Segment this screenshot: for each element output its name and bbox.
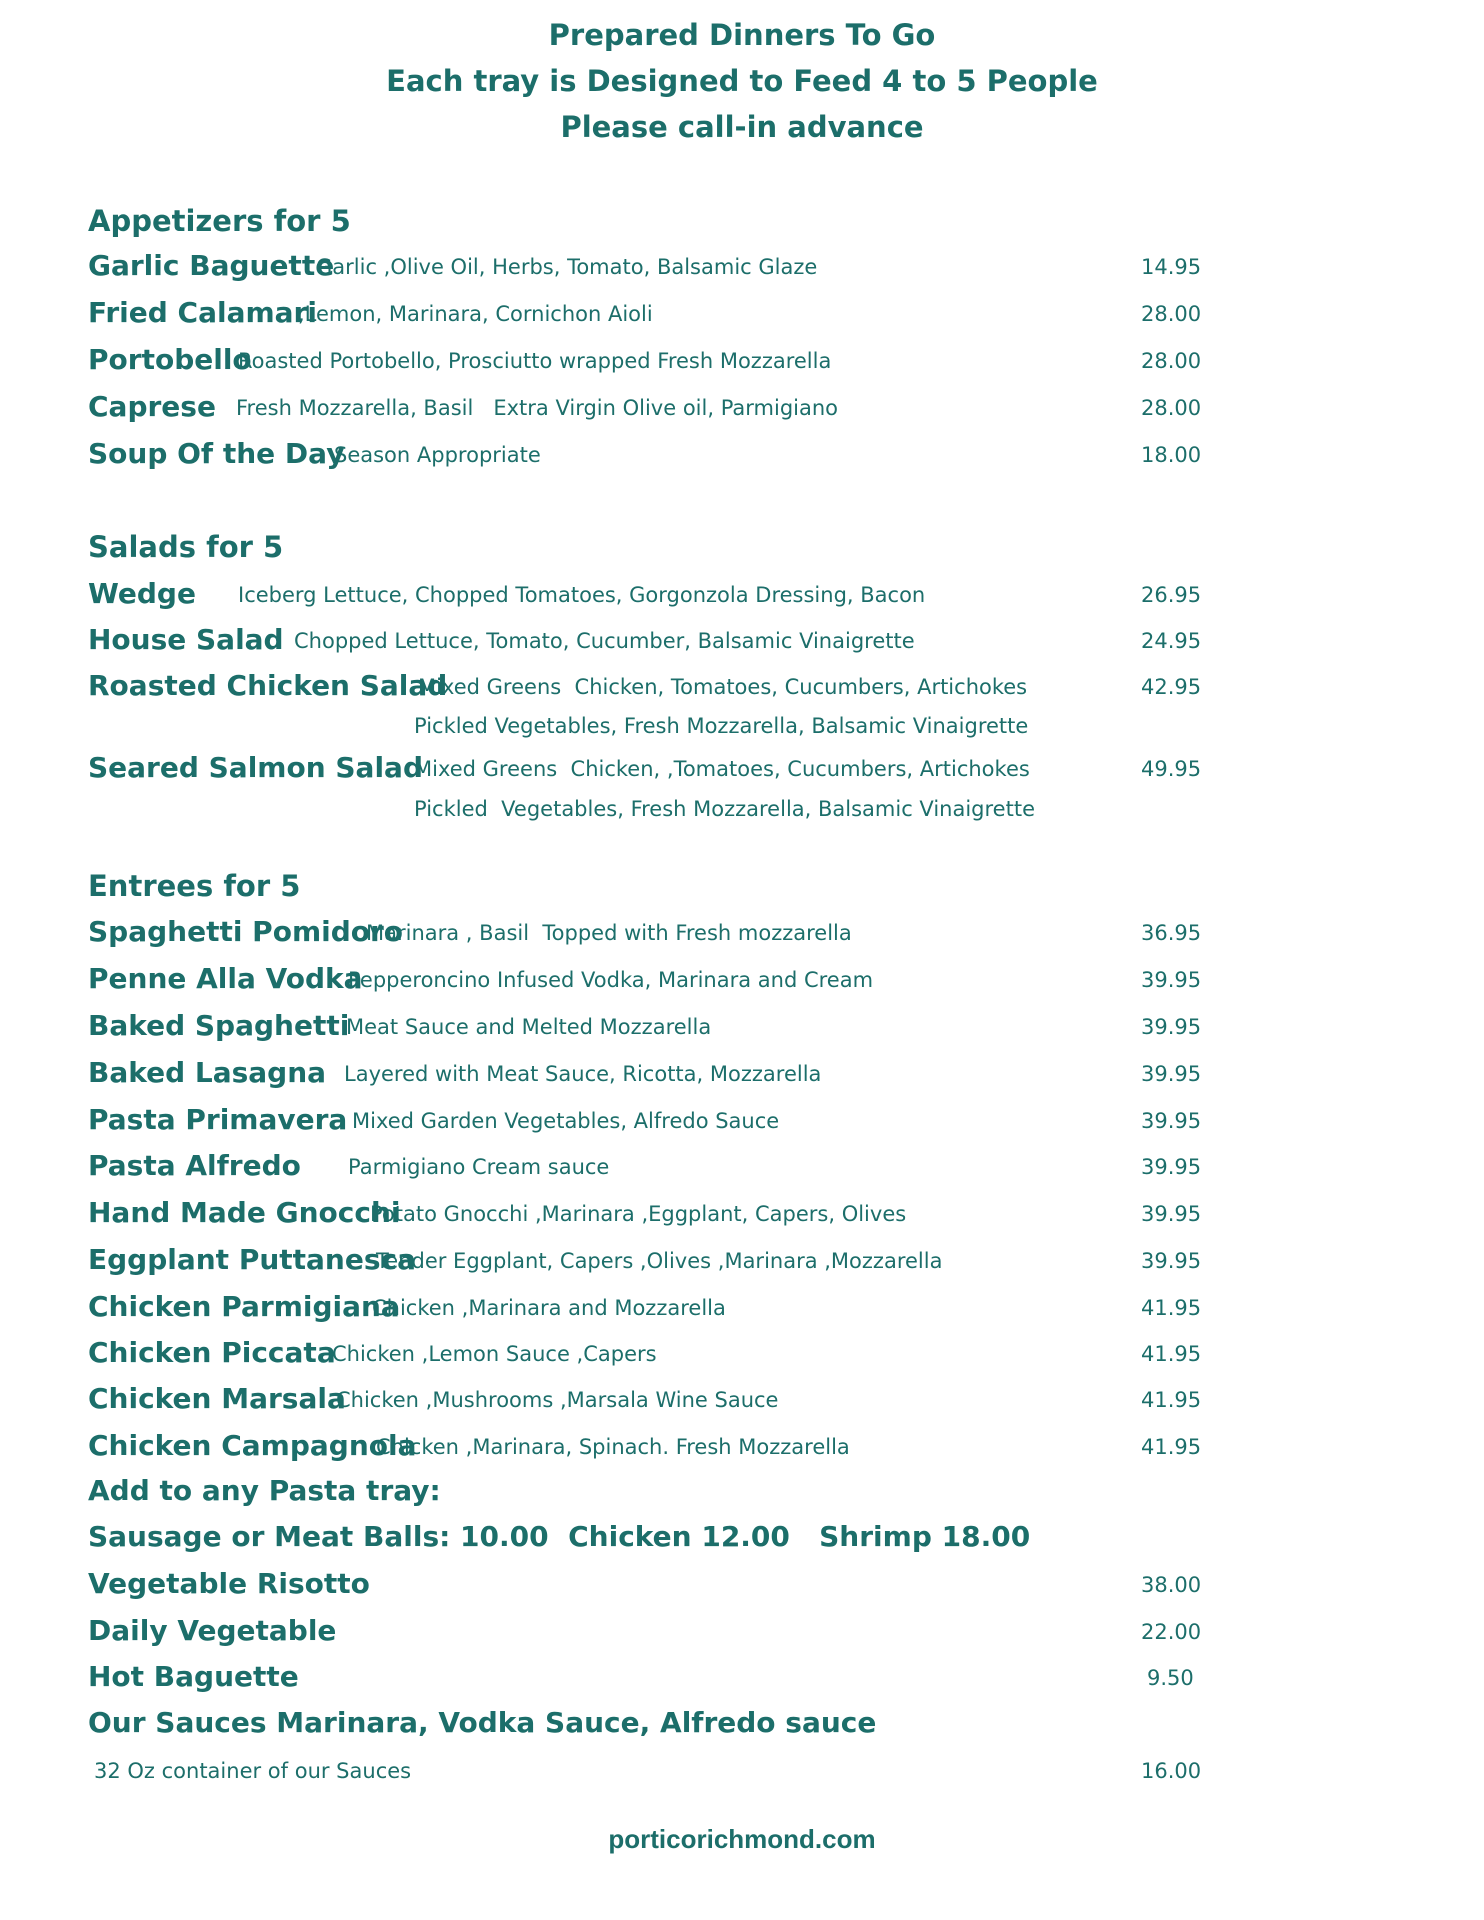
- menu-item: [88, 342, 1408, 378]
- item-name: Penne Alla Vodka: [88, 962, 363, 995]
- item-name: Seared Salmon Salad: [88, 751, 423, 784]
- menu-item: [88, 1381, 1408, 1417]
- item-name: Vegetable Risotto: [88, 1567, 370, 1600]
- sauces-title: Our Sauces Marinara, Vodka Sauce, Alfredo sauce: [88, 1706, 877, 1739]
- item-name: Chicken Campagnola: [88, 1429, 417, 1462]
- item-price: 36.95: [1141, 921, 1202, 945]
- header-note: Please call-in advance: [560, 110, 924, 144]
- item-desc: Potato Gnocchi ,Marinara ,Eggplant, Capers, Olives: [370, 1202, 907, 1226]
- item-name: Eggplant Puttanesca: [88, 1243, 417, 1276]
- menu-item: [88, 1148, 1408, 1184]
- menu-item: [88, 1566, 1408, 1602]
- menu-item: [88, 436, 1408, 472]
- salads-title: Salads for 5: [88, 530, 284, 564]
- item-price: 41.95: [1141, 1342, 1202, 1366]
- item-desc: Garlic ,Olive Oil, Herbs, Tomato, Balsamic Glaze: [316, 255, 818, 279]
- item-name: Caprese: [88, 390, 216, 423]
- item-name: Hot Baguette: [88, 1660, 299, 1693]
- item-desc: Mixed Garden Vegetables, Alfredo Sauce: [352, 1109, 780, 1133]
- item-desc: ,Lemon, Marinara, Cornichon Aioli: [298, 302, 653, 326]
- menu-item: [88, 1659, 1408, 1695]
- item-name: Chicken Marsala: [88, 1382, 346, 1415]
- item-desc: Chicken ,Marinara and Mozzarella: [372, 1296, 726, 1320]
- item-price: 39.95: [1141, 1249, 1202, 1273]
- item-price: 28.00: [1141, 349, 1202, 373]
- item-desc: Marinara , Basil Topped with Fresh mozzarella: [366, 921, 852, 945]
- item-price: 39.95: [1141, 1062, 1202, 1086]
- item-name: Roasted Chicken Salad: [88, 669, 448, 702]
- entrees-title: Entrees for 5: [88, 869, 301, 903]
- menu-item: [88, 1289, 1408, 1325]
- item-desc-continued: Pickled Vegetables, Fresh Mozzarella, Balsamic Vinaigrette: [414, 797, 1035, 821]
- item-name: Chicken Parmigiana: [88, 1290, 400, 1323]
- item-desc: Roasted Portobello, Prosciutto wrapped Fresh Mozzarella: [238, 349, 832, 373]
- menu-item: [88, 961, 1408, 997]
- item-desc: Meat Sauce and Melted Mozzarella: [346, 1015, 712, 1039]
- item-name: Baked Lasagna: [88, 1056, 327, 1089]
- menu-item: [88, 295, 1408, 331]
- item-price: 38.00: [1141, 1573, 1202, 1597]
- item-price: 39.95: [1141, 1109, 1202, 1133]
- menu-item: [88, 1613, 1408, 1649]
- item-price: 39.95: [1141, 1015, 1202, 1039]
- item-name: Garlic Baguette: [88, 249, 335, 282]
- item-desc: Fresh Mozzarella, Basil Extra Virgin Olive oil, Parmigiano: [236, 396, 839, 420]
- item-price: 41.95: [1141, 1435, 1202, 1459]
- menu-item: [88, 1055, 1408, 1091]
- item-desc: Parmigiano Cream sauce: [348, 1155, 610, 1179]
- item-price: 22.00: [1141, 1620, 1202, 1644]
- menu-item: [88, 576, 1408, 612]
- item-name: Pasta Primavera: [88, 1103, 348, 1136]
- addon-line: Sausage or Meat Balls: 10.00 Chicken 12.00 Shrimp 18.00: [88, 1520, 1031, 1553]
- menu-item: [88, 622, 1408, 658]
- item-price: 49.95: [1141, 757, 1202, 781]
- item-price: 42.95: [1141, 675, 1202, 699]
- menu-item: [88, 1195, 1408, 1231]
- menu-item: [88, 750, 1408, 786]
- menu-item: [88, 1008, 1408, 1044]
- menu-item: [88, 389, 1408, 425]
- item-name: Fried Calamari: [88, 296, 317, 329]
- item-desc: Chicken ,Mushrooms ,Marsala Wine Sauce: [336, 1388, 779, 1412]
- item-desc: Layered with Meat Sauce, Ricotta, Mozzarella: [344, 1062, 822, 1086]
- item-name: Spaghetti Pomidoro: [88, 915, 404, 948]
- menu-item: [88, 668, 1408, 704]
- item-desc: Chicken ,Marinara, Spinach. Fresh Mozzarella: [376, 1435, 850, 1459]
- item-price: 18.00: [1141, 443, 1202, 467]
- item-desc: Iceberg Lettuce, Chopped Tomatoes, Gorgonzola Dressing, Bacon: [238, 583, 926, 607]
- sauces-row: [88, 1752, 1408, 1788]
- item-price: 28.00: [1141, 302, 1202, 326]
- sauces-price: 16.00: [1141, 1759, 1202, 1783]
- item-price: 39.95: [1141, 1155, 1202, 1179]
- item-price: 39.95: [1141, 968, 1202, 992]
- item-price: 41.95: [1141, 1388, 1202, 1412]
- item-desc: Chicken ,Lemon Sauce ,Capers: [332, 1342, 657, 1366]
- item-name: Hand Made Gnocchi: [88, 1196, 401, 1229]
- item-desc: Mixed Greens Chicken, Tomatoes, Cucumbers, Artichokes: [418, 675, 1028, 699]
- menu-item: [88, 1102, 1408, 1138]
- menu-item: [88, 1428, 1408, 1464]
- addon-title: Add to any Pasta tray:: [88, 1474, 441, 1507]
- appetizers-title: Appetizers for 5: [88, 204, 351, 238]
- sauces-desc: 32 Oz container of our Sauces: [94, 1759, 412, 1783]
- item-price: 26.95: [1141, 583, 1202, 607]
- item-price: 41.95: [1141, 1296, 1202, 1320]
- item-name: House Salad: [88, 623, 284, 656]
- website-link[interactable]: porticorichmond.com: [608, 1824, 876, 1854]
- menu-item: [88, 914, 1408, 950]
- item-name: Baked Spaghetti: [88, 1009, 350, 1042]
- item-price: 9.50: [1147, 1666, 1194, 1690]
- menu-item: [88, 1335, 1408, 1371]
- item-name: Portobello: [88, 343, 252, 376]
- item-price: 39.95: [1141, 1202, 1202, 1226]
- item-desc: Pepperoncino Infused Vodka, Marinara and Cream: [348, 968, 874, 992]
- item-name: Pasta Alfredo: [88, 1149, 301, 1182]
- item-desc: Tender Eggplant, Capers ,Olives ,Marinara ,Mozzarella: [376, 1249, 943, 1273]
- item-desc: Mixed Greens Chicken, ,Tomatoes, Cucumbers, Artichokes: [414, 757, 1030, 781]
- item-price: 28.00: [1141, 396, 1202, 420]
- item-price: 14.95: [1141, 255, 1202, 279]
- item-price: 24.95: [1141, 629, 1202, 653]
- item-name: Soup Of the Day: [88, 437, 345, 470]
- item-desc-continued: Pickled Vegetables, Fresh Mozzarella, Balsamic Vinaigrette: [414, 714, 1029, 738]
- header-subtitle: Each tray is Designed to Feed 4 to 5 People: [386, 64, 1098, 98]
- menu-item: [88, 248, 1408, 284]
- item-name: Chicken Piccata: [88, 1336, 336, 1369]
- item-name: Wedge: [88, 577, 196, 610]
- item-name: Daily Vegetable: [88, 1614, 337, 1647]
- item-desc: Chopped Lettuce, Tomato, Cucumber, Balsamic Vinaigrette: [294, 629, 915, 653]
- item-desc: Season Appropriate: [334, 443, 541, 467]
- header-title: Prepared Dinners To Go: [548, 18, 936, 52]
- menu-item: [88, 1242, 1408, 1278]
